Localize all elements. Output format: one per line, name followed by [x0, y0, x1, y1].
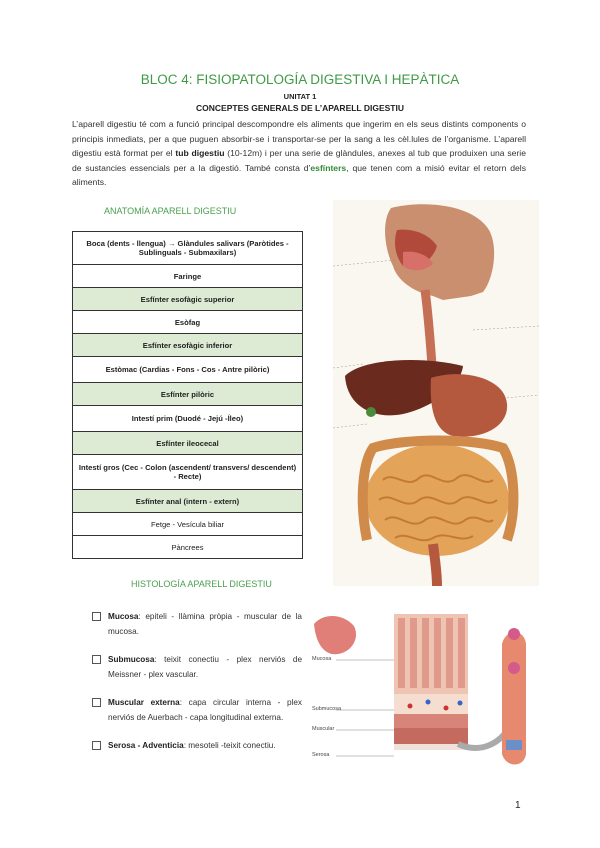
intestinal-wall-svg: [310, 604, 532, 774]
histology-term: Serosa - Adventicia: [108, 741, 184, 750]
label-serosa: Serosa: [312, 752, 330, 758]
anatomy-row: [73, 288, 303, 311]
anatomy-cell: Esfínter esofàgic superior: [73, 288, 303, 311]
section-subtitle: CONCEPTES GENERALS DE L’APARELL DIGESTIU: [196, 103, 404, 113]
anatomy-row: [73, 490, 303, 513]
histology-item: [92, 739, 302, 754]
histology-term: Mucosa: [108, 612, 139, 621]
digestive-system-svg: [333, 200, 539, 586]
anatomy-cell: Faringe: [73, 265, 303, 288]
anatomy-cell: Esfínter anal (intern - extern): [73, 490, 303, 513]
anatomy-cell: Boca (dents - llengua) → Glàndules salivars (Paròtides - Sublinguals - Submaxilars): [73, 232, 303, 265]
anatomy-cell: Esòfag: [73, 311, 303, 334]
anatomy-row: [73, 536, 303, 559]
anatomy-cell: Intestí prim (Duodé - Jejú -Íleo): [73, 406, 303, 432]
histology-list: [92, 610, 302, 768]
anatomy-cell: Esfínter esofàgic inferior: [73, 334, 303, 357]
anatomy-row: [73, 383, 303, 406]
page-title: BLOC 4: FISIOPATOLOGÍA DIGESTIVA I HEPÀTICA: [140, 72, 460, 87]
histology-item: [92, 610, 302, 639]
unit-label: UNITAT 1: [283, 92, 317, 101]
histology-item: [92, 696, 302, 725]
anatomy-heading: ANATOMÍA APARELL DIGESTIU: [104, 206, 237, 216]
intro-text-1: L’aparell digestiu té com a funció principal descompondre els aliments que ingerim en els seus distints components o principis inmediats, per a que puguen absorbir-se i transportar-se per la sang a les cèl.lules de l’organisme. L’aparell digestiu està format per el: [72, 119, 526, 159]
anatomy-row: [73, 513, 303, 536]
anatomy-row: [73, 265, 303, 288]
histology-heading: HISTOLOGÍA APARELL DIGESTIU: [131, 579, 272, 589]
intro-text-3: , que tenen com a misió evitar el retorn dels aliments.: [72, 162, 526, 188]
label-muscular: Muscular: [312, 726, 335, 732]
histology-description: : capa circular interna - plex nerviós de Auerbach - capa longitudinal externa.: [108, 698, 302, 722]
histology-term: Submucosa: [108, 655, 155, 664]
anatomy-row: [73, 232, 303, 265]
anatomy-cell: Estòmac (Cardias - Fons - Cos - Antre pilòric): [73, 357, 303, 383]
anatomy-row: [73, 406, 303, 432]
intro-text-2: (10-12m) i per una serie de glàndules, anexes al tub que produixen una serie de sustancies essencials per a la digestió. També consta d’: [72, 148, 526, 173]
histology-term: Muscular externa: [108, 698, 180, 707]
anatomy-row: [73, 455, 303, 490]
histology-description: : epiteli - llàmina pròpia - muscular de la mucosa.: [108, 612, 302, 636]
label-mucosa: Mucosa: [312, 656, 332, 662]
histology-description: : mesoteli -teixit conectiu.: [183, 741, 276, 750]
intro-bold-esfinters: esfínters: [310, 162, 347, 173]
digestive-system-illustration: [333, 200, 539, 586]
anatomy-cell: Pàncrees: [73, 536, 303, 559]
checkbox-icon[interactable]: [92, 698, 101, 707]
intro-paragraph: [72, 117, 526, 190]
anatomy-table: [72, 231, 303, 559]
checkbox-icon[interactable]: [92, 612, 101, 621]
anatomy-cell: Intestí gros (Cec - Colon (ascendent/ transvers/ descendent) - Recte): [73, 455, 303, 490]
checkbox-icon[interactable]: [92, 655, 101, 664]
checkbox-icon[interactable]: [92, 741, 101, 750]
intestinal-wall-illustration: [310, 604, 532, 774]
anatomy-cell: Esfínter pilòric: [73, 383, 303, 406]
anatomy-cell: Esfínter ileocecal: [73, 432, 303, 455]
anatomy-row: [73, 432, 303, 455]
histology-description: : teixit conectiu - plex nerviós de Meissner - plex vascular.: [108, 655, 302, 679]
anatomy-row: [73, 311, 303, 334]
anatomy-cell: Fetge - Vesícula biliar: [73, 513, 303, 536]
histology-item: [92, 653, 302, 682]
anatomy-row: [73, 357, 303, 383]
label-submucosa: Submucosa: [312, 706, 342, 712]
page-number: 1: [515, 800, 521, 811]
anatomy-row: [73, 334, 303, 357]
intro-bold-tub: tub digestiu: [175, 148, 225, 159]
